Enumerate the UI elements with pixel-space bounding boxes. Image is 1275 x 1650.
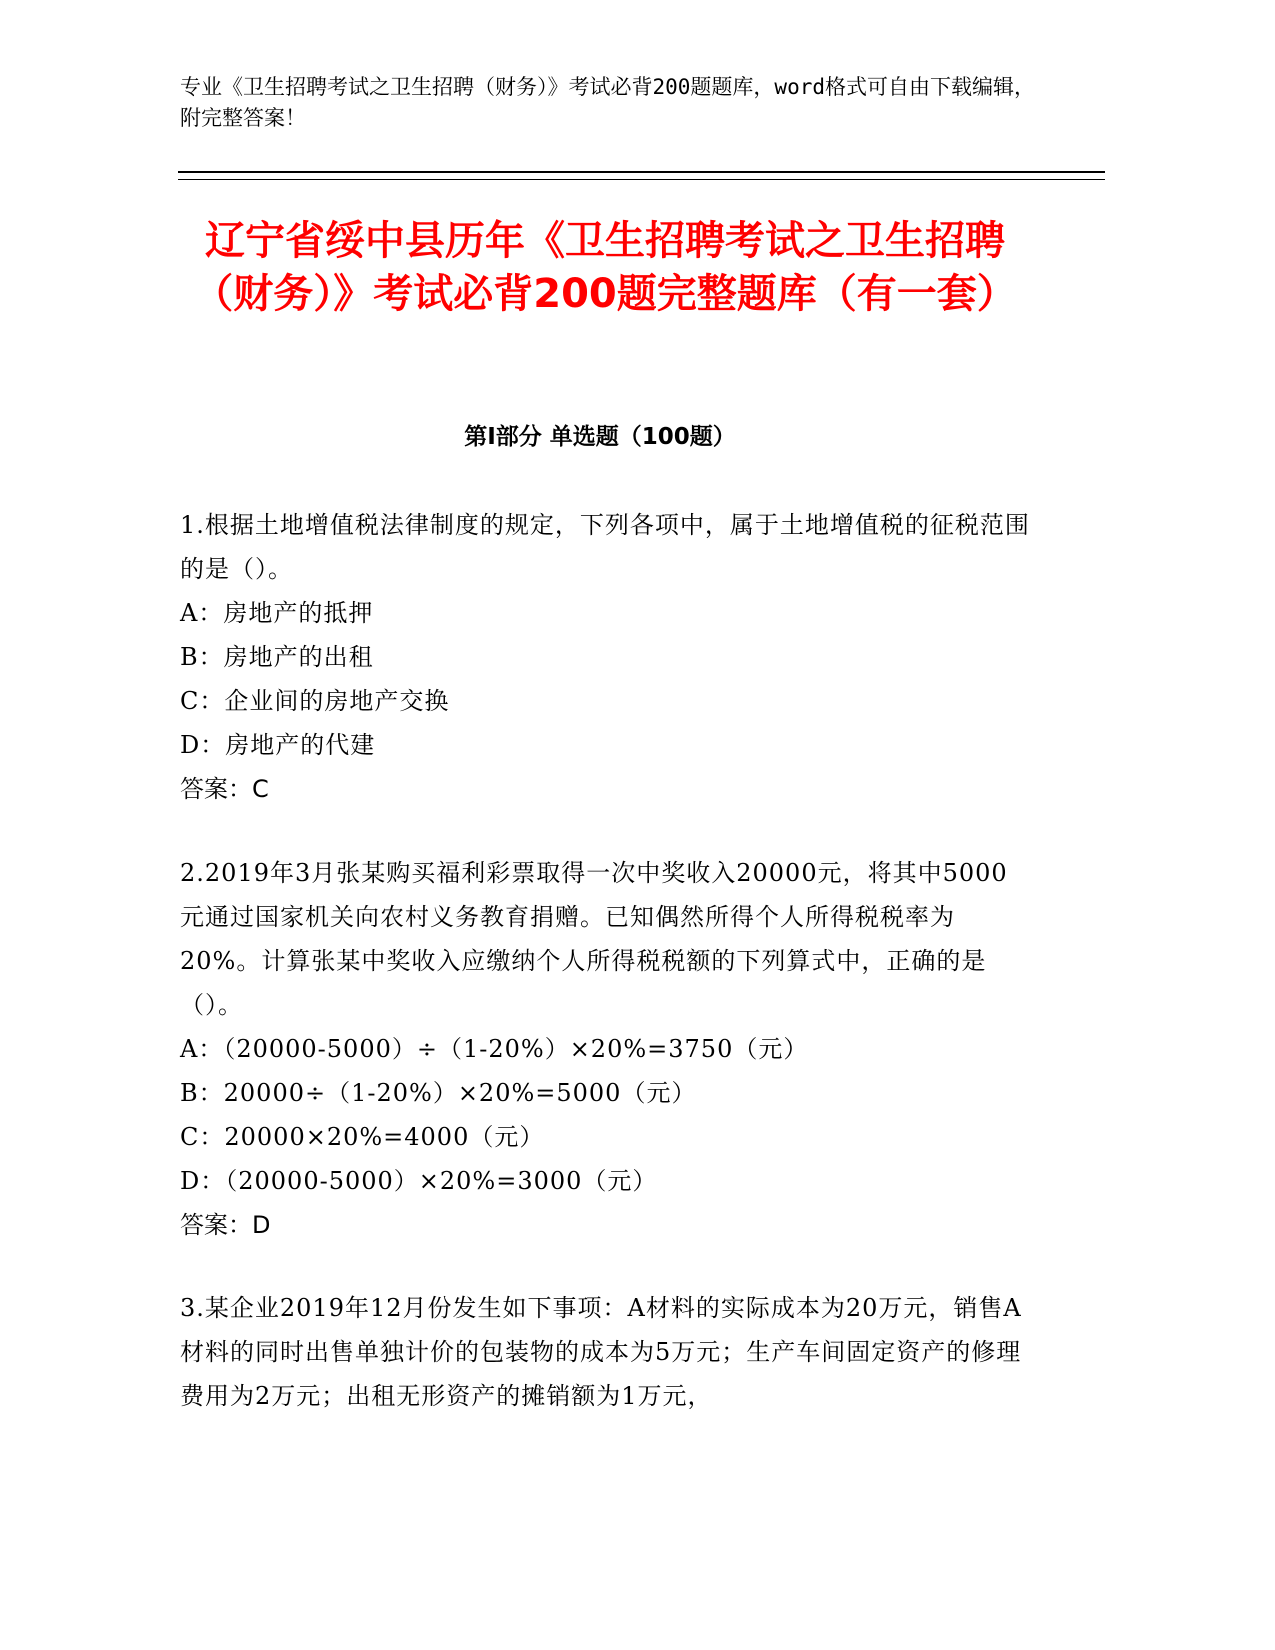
header-note: 专业《卫生招聘考试之卫生招聘（财务）》考试必背200题题库，word格式可自由下载编辑，附完整答案！ <box>180 75 1035 130</box>
question-3 <box>180 1286 1030 1418</box>
option-d: D：房地产的代建 <box>180 731 376 759</box>
question-2 <box>180 851 1030 1247</box>
option-d: D：（20000-5000）×20%=3000（元） <box>180 1167 658 1195</box>
answer: 答案：C <box>180 775 269 803</box>
document-title: 辽宁省绥中县历年《卫生招聘考试之卫生招聘（财务）》考试必背200题完整题库（有一套） <box>193 218 1017 317</box>
question-text: 3.某企业2019年12月份发生如下事项：A材料的实际成本为20万元，销售A材料的同时出售单独计价的包装物的成本为5万元；生产车间固定资产的修理费用为2万元；出租无形资产的摊销额为1万元， <box>180 1294 1022 1410</box>
question-text: 1.根据土地增值税法律制度的规定，下列各项中，属于土地增值税的征税范围的是（）。 <box>180 511 1030 583</box>
header-divider-thick <box>178 171 1105 173</box>
section-title: 第I部分 单选题（100题） <box>464 424 736 450</box>
header-divider-thin <box>178 179 1105 180</box>
option-c: C：20000×20%=4000（元） <box>180 1123 545 1151</box>
option-b: B：20000÷（1-20%）×20%=5000（元） <box>180 1079 697 1107</box>
question-text: 2.2019年3月张某购买福利彩票取得一次中奖收入20000元，将其中5000元通过国家机关向农村义务教育捐赠。已知偶然所得个人所得税税率为20%。计算张某中奖收入应缴纳个人所得税税额的下列算式中，正确的是（）。 <box>180 859 1008 1019</box>
question-1 <box>180 503 1030 811</box>
answer: 答案：D <box>180 1211 271 1239</box>
option-a: A：房地产的抵押 <box>180 599 374 627</box>
option-a: A：（20000-5000）÷（1-20%）×20%=3750（元） <box>180 1035 809 1063</box>
option-b: B：房地产的出租 <box>180 643 374 671</box>
option-c: C：企业间的房地产交换 <box>180 687 450 715</box>
